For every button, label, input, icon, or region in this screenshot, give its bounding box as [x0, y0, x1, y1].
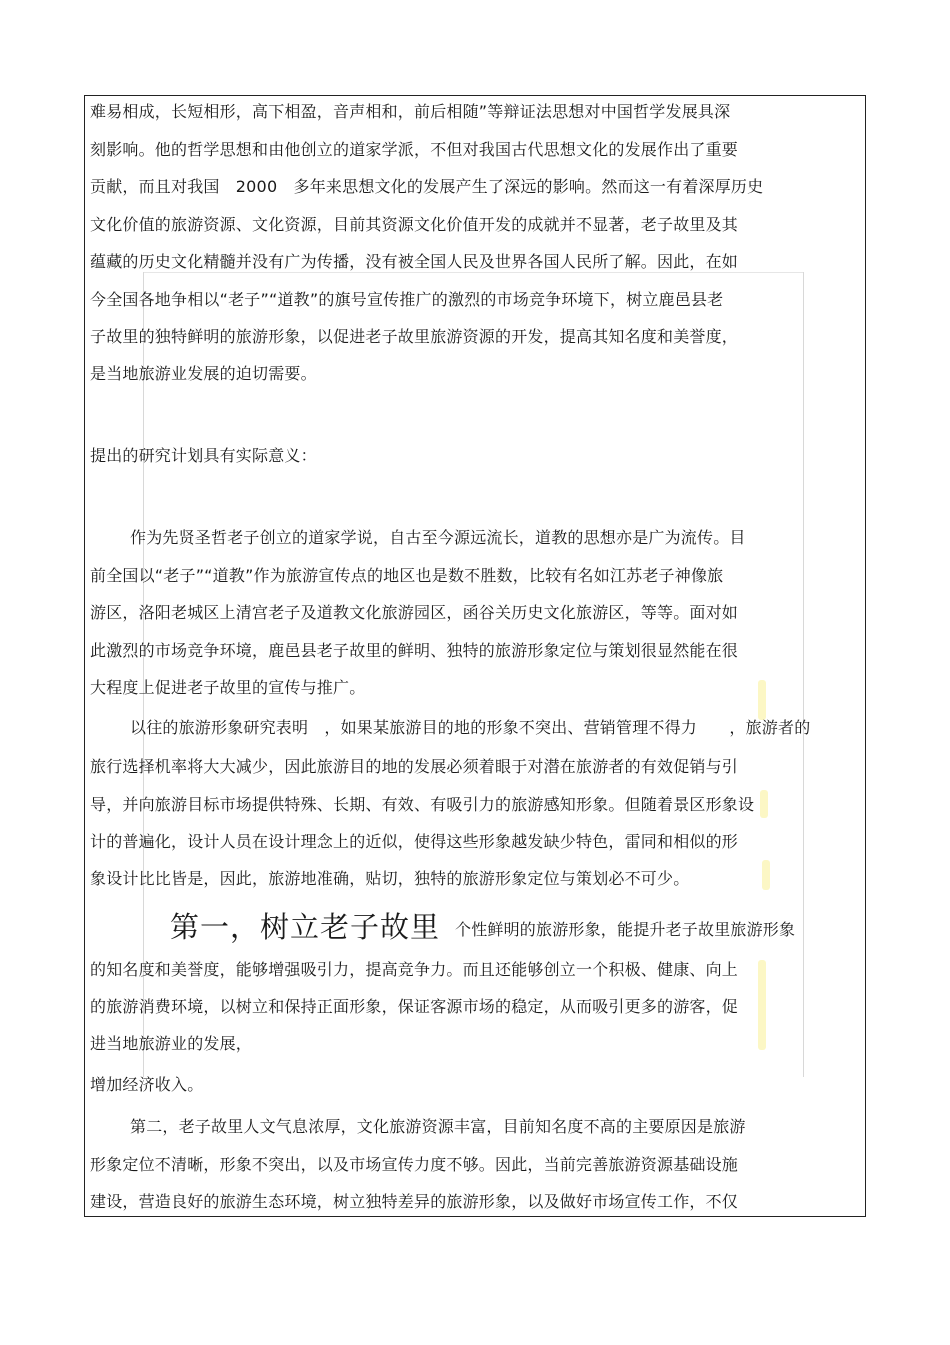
text-line: 蕴藏的历史文化精髓并没有广为传播，没有被全国人民及世界各国人民所了解。因此，在如: [90, 252, 739, 271]
text-line: 今全国各地争相以“老子”“道教”的旗号宣传推广的激烈的市场竞争环境下，树立鹿邑县老: [90, 290, 724, 309]
text-line: 贡献，而且对我国 2000 多年来思想文化的发展产生了深远的影响。然而这一有着深厚历史: [90, 177, 764, 196]
text-line: 以往的旅游形象研究表明 ，如果某旅游目的地的形象不突出、营销管理不得力 ，旅游者的: [130, 718, 811, 737]
text-line: 个性鲜明的旅游形象，能提升老子故里旅游形象: [455, 920, 796, 939]
text-line: 旅行选择机率将大大减少，因此旅游目的地的发展必须着眼于对潜在旅游者的有效促销与引: [90, 757, 739, 776]
text-line: 的旅游消费环境，以树立和保持正面形象，保证客源市场的稳定，从而吸引更多的游客，促: [90, 997, 739, 1016]
text-line: 计的普遍化，设计人员在设计理念上的近似，使得这些形象越发缺少特色，雷同和相似的形: [90, 832, 739, 851]
highlight-mark: [760, 790, 768, 818]
highlight-mark: [762, 860, 770, 890]
text-line: 增加经济收入。: [90, 1075, 204, 1094]
text-line: 作为先贤圣哲老子创立的道家学说，自古至今源远流长，道教的思想亦是广为流传。目: [130, 528, 746, 547]
text-line: 形象定位不清晰，形象不突出，以及市场宣传力度不够。因此，当前完善旅游资源基础设施: [90, 1155, 739, 1174]
highlight-mark: [758, 680, 766, 720]
inner-border-top: [143, 272, 803, 273]
text-line: 难易相成，长短相形，高下相盈，音声相和，前后相随”等辩证法思想对中国哲学发展具深: [90, 102, 731, 121]
inner-border-right: [803, 272, 804, 1077]
emphasis-heading: 第一，树立老子故里: [170, 910, 441, 944]
text-line: 导，并向旅游目标市场提供特殊、长期、有效、有吸引力的旅游感知形象。但随着景区形象设: [90, 795, 755, 814]
text-line: 的知名度和美誉度，能够增强吸引力，提高竞争力。而且还能够创立一个积极、健康、向上: [90, 960, 739, 979]
text-line: 刻影响。他的哲学思想和由他创立的道家学派，不但对我国古代思想文化的发展作出了重要: [90, 140, 739, 159]
highlight-mark: [758, 960, 766, 1050]
text-line: 此激烈的市场竞争环境，鹿邑县老子故里的鲜明、独特的旅游形象定位与策划很显然能在很: [90, 641, 739, 660]
text-line: 进当地旅游业的发展，: [90, 1034, 253, 1053]
text-line: 大程度上促进老子故里的宣传与推广。: [90, 678, 366, 697]
text-line: 子故里的独特鲜明的旅游形象，以促进老子故里旅游资源的开发，提高其知名度和美誉度，: [90, 327, 739, 346]
inner-border-left: [143, 272, 144, 1077]
section-heading: 提出的研究计划具有实际意义：: [90, 446, 317, 465]
text-line: 游区，洛阳老城区上清宫老子及道教文化旅游园区，函谷关历史文化旅游区，等等。面对如: [90, 603, 739, 622]
text-line: 是当地旅游业发展的迫切需要。: [90, 364, 317, 383]
text-line: 前全国以“老子”“道教”作为旅游宣传点的地区也是数不胜数，比较有名如江苏老子神像旅: [90, 566, 724, 585]
text-line: 第二，老子故里人文气息浓厚，文化旅游资源丰富，目前知名度不高的主要原因是旅游: [130, 1117, 746, 1136]
text-line: 象设计比比皆是，因此，旅游地准确，贴切，独特的旅游形象定位与策划必不可少。: [90, 869, 690, 888]
text-line: 文化价值的旅游资源、文化资源，目前其资源文化价值开发的成就并不显著，老子故里及其: [90, 215, 739, 234]
text-line: 建设，营造良好的旅游生态环境，树立独特差异的旅游形象，以及做好市场宣传工作，不仅: [90, 1192, 739, 1211]
